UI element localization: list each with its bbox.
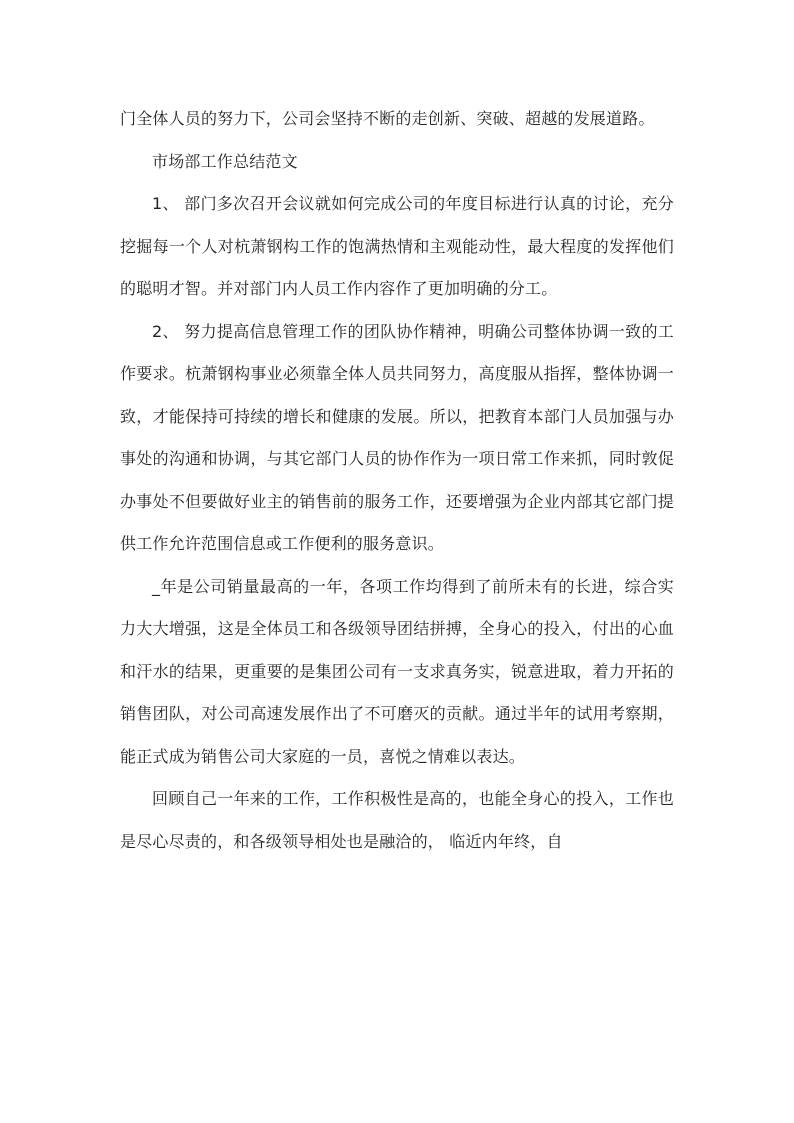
paragraph-continuation: 门全体人员的努力下，公司会坚持不断的走创新、突破、超越的发展道路。 (120, 109, 655, 128)
document-body (120, 98, 674, 863)
paragraph-item-2: 2、 努力提高信息管理工作的团队协作精神，明确公司整体协调一致的工作要求。杭萧钢构事业必须靠全体人员共同努力，高度服从指挥，整体协调一致，才能保持可持续的增长和健康的发展。所以，把教育本部门人员加强与办事处的沟通和协调，与其它部门人员的协作作为一项日常工作来抓，同时敦促办事处不但要做好业主的销售前的服务工作，还要增强为企业内部其它部门提供工作允许范围信息或工作便利的服务意识。 (120, 321, 674, 553)
paragraph-annual-summary: _年是公司销量最高的一年，各项工作均得到了前所未有的长进，综合实力大大增强，这是全体员工和各级领导团结拼搏，全身心的投入，付出的心血和汗水的结果，更重要的是集团公司有一支求真务实，锐意进取，着力开拓的销售团队，对公司高速发展作出了不可磨灭的贡献。通过半年的试用考察期，能正式成为销售公司大家庭的一员，喜悦之情难以表达。 (120, 576, 674, 766)
section-heading: 市场部工作总结范文 (152, 151, 298, 171)
paragraph-item-1: 1、 部门多次召开会议就如何完成公司的年度目标进行认真的讨论，充分挖掘每一个人对杭萧钢构工作的饱满热情和主观能动性，最大程度的发挥他们的聪明才智。并对部门内人员工作内容作了更加明确的分工。 (120, 194, 674, 298)
paragraph-review: 回顾自己一年来的工作，工作积极性是高的，也能全身心的投入，工作也是尽心尽责的，和各级领导相处也是融洽的， 临近内年终，自 (120, 789, 674, 851)
